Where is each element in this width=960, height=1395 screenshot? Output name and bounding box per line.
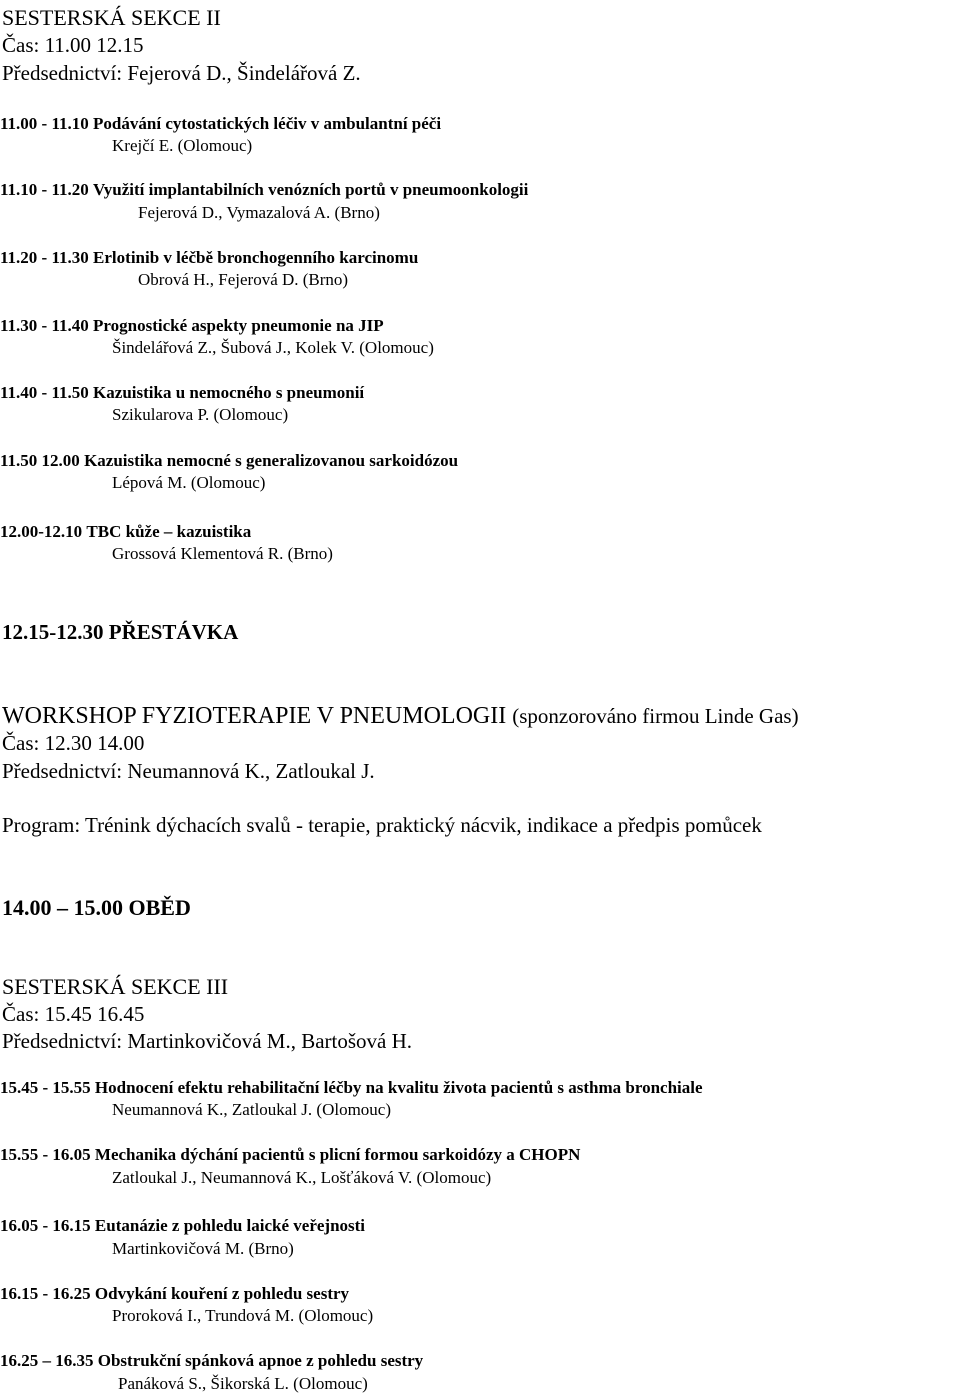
talk-authors: Martinkovičová M. (Brno)	[112, 1239, 294, 1258]
break-label: 12.15-12.30 PŘESTÁVKA	[2, 620, 239, 644]
talk-title: Kazuistika u nemocného s pneumonií	[93, 383, 365, 402]
talk-title: Obstrukční spánková apnoe z pohledu sestry	[97, 1351, 424, 1370]
talk-authors: Zatloukal J., Neumannová K., Lošťáková V. (Olomouc)	[112, 1168, 492, 1187]
talk-title: Odvykání kouření z pohledu sestry	[94, 1284, 350, 1303]
talk-authors: Krejčí E. (Olomouc)	[112, 136, 253, 155]
talk-time: 16.15 - 16.25	[0, 1284, 91, 1303]
talk-authors: Grossová Klementová R. (Brno)	[112, 544, 333, 563]
talk-title: Podávání cytostatických léčiv v ambulantní péči	[93, 114, 442, 133]
talk-time: 11.40 - 11.50	[0, 383, 89, 402]
lunch-label: 14.00 – 15.00 OBĚD	[2, 895, 191, 920]
section2-chairs: Předsednictví: Fejerová D., Šindelářová Z.	[2, 61, 361, 85]
talk-time: 11.30 - 11.40	[0, 316, 89, 335]
talk-authors: Szikularova P. (Olomouc)	[112, 405, 289, 424]
talk-title: Erlotinib v léčbě bronchogenního karcinomu	[93, 248, 419, 267]
section3-title: SESTERSKÁ SEKCE III	[2, 974, 229, 999]
talk-title: Kazuistika nemocné s generalizovanou sarkoidózou	[84, 451, 459, 470]
workshop-title: WORKSHOP FYZIOTERAPIE V PNEUMOLOGII	[2, 703, 507, 729]
talk-row	[0, 181, 528, 198]
section2-time: Čas: 11.00 12.15	[2, 33, 144, 57]
talk-title: Eutanázie z pohledu laické veřejnosti	[94, 1216, 366, 1235]
talk-time: 11.50 12.00	[0, 451, 80, 470]
talk-authors: Fejerová D., Vymazalová A. (Brno)	[138, 203, 380, 222]
talk-title: Hodnocení efektu rehabilitační léčby na kvalitu života pacientů s asthma bronchiale	[94, 1078, 703, 1097]
talk-authors: Šindelářová Z., Šubová J., Kolek V. (Olomouc)	[112, 338, 434, 357]
talk-time: 15.45 - 15.55	[0, 1078, 91, 1097]
talk-row	[0, 1285, 349, 1302]
talk-row	[0, 249, 418, 266]
workshop-sponsor: (sponzorováno firmou Linde Gas)	[512, 704, 799, 728]
talk-title: TBC kůže – kazuistika	[86, 522, 252, 541]
section2-title: SESTERSKÁ SEKCE II	[2, 5, 221, 30]
talk-row	[0, 452, 458, 469]
talk-row	[0, 384, 364, 401]
talk-time: 16.25 – 16.35	[0, 1351, 94, 1370]
talk-title: Mechanika dýchání pacientů s plicní formou sarkoidózy a CHOPN	[94, 1145, 581, 1164]
talk-row	[0, 115, 441, 132]
talk-time: 11.00 - 11.10	[0, 114, 89, 133]
talk-title: Prognostické aspekty pneumonie na JIP	[93, 316, 384, 335]
talk-time: 11.10 - 11.20	[0, 180, 89, 199]
talk-authors: Obrová H., Fejerová D. (Brno)	[138, 270, 349, 289]
talk-row	[0, 523, 251, 540]
talk-time: 16.05 - 16.15	[0, 1216, 91, 1235]
talk-row	[0, 1146, 580, 1163]
talk-authors: Lépová M. (Olomouc)	[112, 473, 266, 492]
talk-time: 15.55 - 16.05	[0, 1145, 91, 1164]
section3-chairs: Předsednictví: Martinkovičová M., Bartošová H.	[2, 1029, 413, 1053]
talk-row	[0, 1217, 365, 1234]
workshop-chairs: Předsednictví: Neumannová K., Zatloukal J.	[2, 759, 375, 783]
talk-time: 12.00-12.10	[0, 522, 83, 541]
talk-row	[0, 1352, 423, 1369]
talk-authors: Panáková S., Šikorská L. (Olomouc)	[118, 1374, 368, 1393]
talk-row	[0, 317, 384, 334]
talk-row	[0, 1079, 703, 1096]
talk-time: 11.20 - 11.30	[0, 248, 89, 267]
talk-authors: Neumannová K., Zatloukal J. (Olomouc)	[112, 1100, 392, 1119]
workshop-title-row	[2, 704, 799, 728]
workshop-program: Program: Trénink dýchacích svalů - terapie, praktický nácvik, indikace a předpis pomůcek	[2, 813, 762, 837]
talk-title: Využití implantabilních venózních portů v pneumoonkologii	[93, 180, 529, 199]
talk-authors: Proroková I., Trundová M. (Olomouc)	[112, 1306, 374, 1325]
workshop-time: Čas: 12.30 14.00	[2, 731, 145, 755]
section3-time: Čas: 15.45 16.45	[2, 1002, 145, 1026]
